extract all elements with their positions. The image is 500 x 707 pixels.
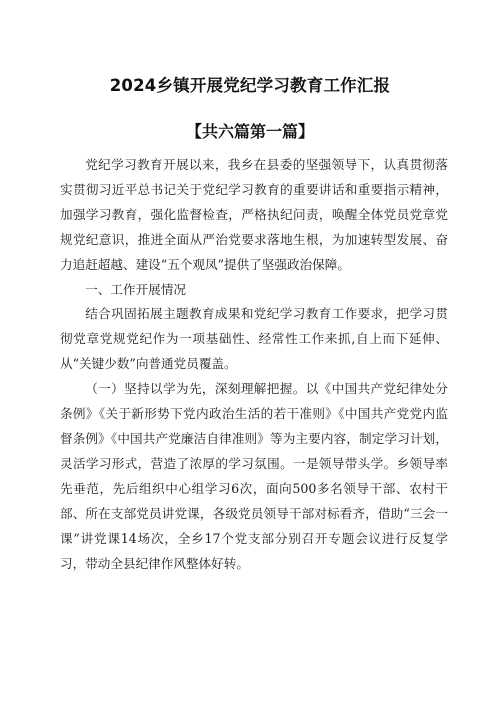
document-subtitle: 【共六篇第一篇】 (185, 122, 314, 141)
section-intro-paragraph: 结合巩固拓展主题教育成果和党纪学习教育工作要求，把学习贯彻党章党规党纪作为一项基础性、经常性工作来抓,自上而下延伸、从“关键少数”向普通党员覆盖。 (60, 306, 448, 372)
section-heading: 一、工作开展情况 (85, 281, 186, 297)
subsection-paragraph: （一）坚持以学为先，深刻理解把握。以《中国共产党纪律处分条例》《关于新形势下党内政治生活的若干准则》《中国共产党党内监督条例》《中国共产党廉洁自律准则》等为主要内容，制定学习计划，灵活学习形式，营造了浓厚的学习氛围。一是领导带头学。乡领导率先垂范，先后组织中心组学习6次，面向500多名领导干部、农村干部、所在支部党员讲党课，各级党员领导干部对标看齐，借助“三会一课”讲党课14场次，全乡17个党支部分别召开专题会议进行反复学习，带动全县纪律作风整体好转。 (60, 381, 448, 571)
document-body (60, 153, 448, 576)
document-title: 2024乡镇开展党纪学习教育工作汇报 (109, 76, 391, 95)
intro-paragraph: 党纪学习教育开展以来，我乡在县委的坚强领导下，认真贯彻落实贯彻习近平总书记关于党纪学习教育的重要讲话和重要指示精神，加强学习教育，强化监督检查，严格执纪问责，唤醒全体党员党章党规党纪意识，推进全面从严治党要求落地生根，为加速转型发展、奋力追赶超越、建设“五个观凤”提供了坚强政治保障。 (60, 157, 448, 272)
